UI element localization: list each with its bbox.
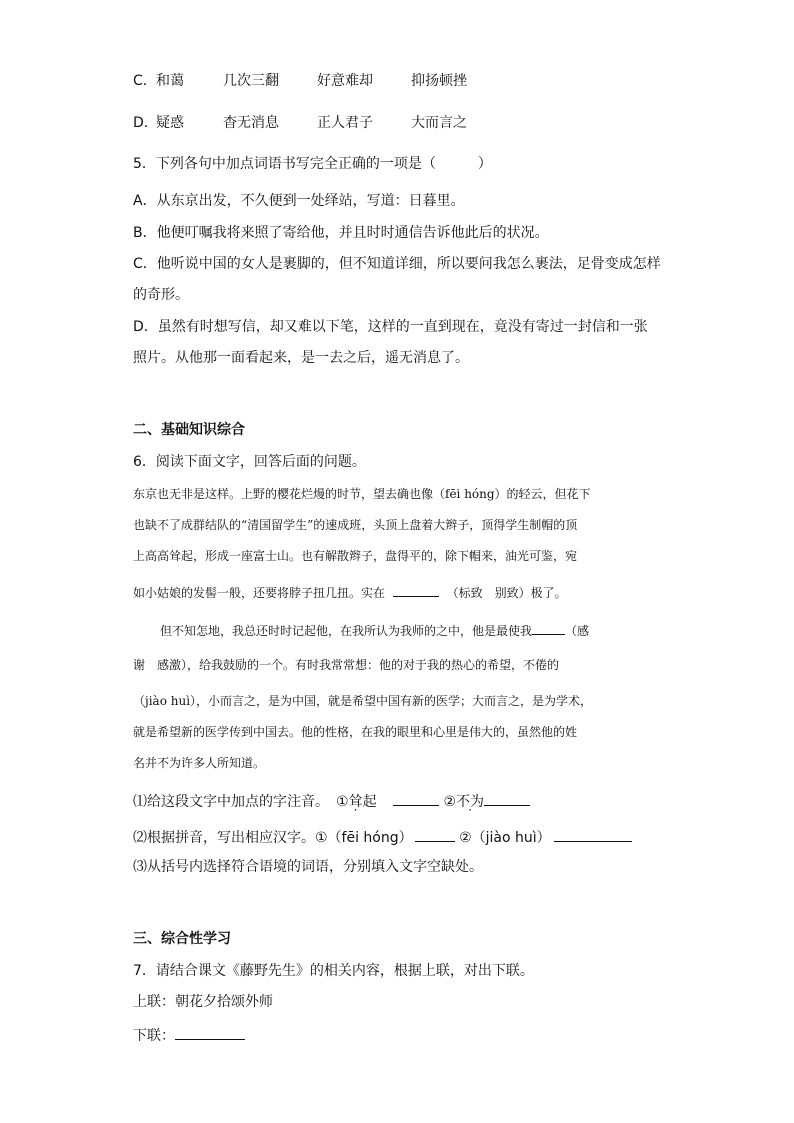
passage-p1-line4 (133, 582, 567, 602)
option-d-word-4: 大而言之 (411, 115, 467, 131)
q6-stem: 6．阅读下面文字，回答后面的问题。 (133, 454, 366, 470)
q4-option-c (133, 72, 467, 90)
q5-option-c-line1: C．他听说中国的女人是裹脚的，但不知道详细，所以要问我怎么裹法，足骨变成怎样 (133, 256, 661, 272)
passage-p1-line3: 上高高耸起，形成一座富士山。也有解散辫子，盘得平的，除下帽来，油光可鉴，宛 (133, 549, 578, 563)
q6-sub2 (133, 827, 632, 847)
sub2-text-2: ②（jiào huì） (459, 830, 551, 846)
q5-option-a: A．从东京出发，不久便到一处绎站，写道：日暮里。 (133, 193, 465, 209)
passage-p2-line1 (160, 620, 589, 640)
sub2-blank-2[interactable] (554, 827, 632, 842)
passage-p1-line4-choice: （标致 别致）极了。 (446, 586, 567, 600)
passage-p2-line1-choice: （感 (565, 624, 590, 638)
blank-2[interactable] (532, 620, 565, 635)
section2-title: 二、基础知识综合 (133, 422, 245, 438)
couplet-upper: 上联：朝花夕拾颂外师 (133, 994, 273, 1010)
option-c-word-1: 和蔼 (156, 73, 184, 89)
passage-p2-line4: 就是希望新的医学传到中国去。他的性格，在我的眼里和心里是伟大的，虽然他的姓 (133, 725, 578, 739)
section3-title: 三、综合性学习 (133, 931, 231, 947)
option-c-label: C． (133, 73, 157, 89)
option-d-label: D． (133, 115, 158, 131)
passage-p2-line1-text: 但不知怎地，我总还时时记起他，在我所认为我师的之中，他是最使我 (160, 624, 533, 638)
passage-p1-line4-text: 如小姑娘的发髻一般，还要将脖子扭几扭。实在 (133, 586, 386, 600)
option-c-word-2: 几次三翻 (223, 73, 279, 89)
option-d-word-3: 正人君子 (317, 115, 373, 131)
sub2-blank-1[interactable] (415, 827, 455, 842)
sub1-num-2: ② (443, 794, 457, 810)
blank-1[interactable] (393, 582, 439, 597)
q5-option-c-line2: 的奇形。 (133, 287, 189, 303)
couplet-lower-label: 下联： (133, 1028, 175, 1044)
option-d-word-2: 杳无消息 (223, 115, 279, 131)
passage-p2-line3: （jiào huì），小而言之，是为中国，就是希望中国有新的医学；大而言之，是为学术， (133, 694, 593, 708)
option-d-word-1: 疑惑 (156, 115, 184, 131)
q6-sub1 (133, 791, 530, 811)
passage-p2-line2: 谢 感激），给我鼓励的一个。有时我常常想：他的对于我的热心的希望，不倦的 (133, 658, 560, 672)
q5-option-d-line1: D．虽然有时想写信，却又难以下笔，这样的一直到现在，竟没有寄过一封信和一张 (133, 319, 648, 335)
option-c-word-3: 好意难却 (317, 73, 373, 89)
sub1-blank-2[interactable] (484, 791, 530, 806)
q4-option-d (133, 114, 467, 132)
sub1-char-2: 起 (362, 794, 377, 810)
passage-p1-line1: 东京也无非是这样。上野的樱花烂熳的时节，望去确也像（fēi hóng）的轻云，但花下 (133, 487, 591, 501)
q5-stem: 5．下列各句中加点词语书写完全正确的一项是（ ） (133, 156, 492, 172)
sub1-text: ⑴给这段文字中加点的字注音。 ① (133, 794, 349, 810)
q5-option-d-line2: 照片。从他那一面看起来，是一去之后，遥无消息了。 (133, 350, 469, 366)
sub1-dotted-char-2: 不为 (456, 794, 485, 810)
sub1-blank-1[interactable] (393, 791, 439, 806)
q6-sub3: ⑶从括号内选择符合语境的词语，分别填入文字空缺处。 (133, 859, 483, 875)
q5-option-b: B．他便叮嘱我将来照了寄给他，并且时时通信告诉他此后的状况。 (133, 225, 549, 241)
option-c-word-4: 抑扬顿挫 (411, 73, 467, 89)
q7-stem: 7．请结合课文《藤野先生》的相关内容，根据上联，对出下联。 (133, 963, 534, 979)
sub2-text: ⑵根据拼音，写出相应汉字。①（fēi hóng） (133, 830, 413, 846)
passage-p2-line5: 名并不为许多人所知道。 (133, 756, 266, 770)
couplet-lower-blank[interactable] (175, 1025, 245, 1040)
couplet-lower (133, 1025, 245, 1045)
sub1-dotted-char: 耸 (348, 794, 363, 810)
passage-p1-line2: 也缺不了成群结队的“清国留学生”的速成班，头顶上盘着大辫子，顶得学生制帽的顶 (133, 518, 578, 532)
